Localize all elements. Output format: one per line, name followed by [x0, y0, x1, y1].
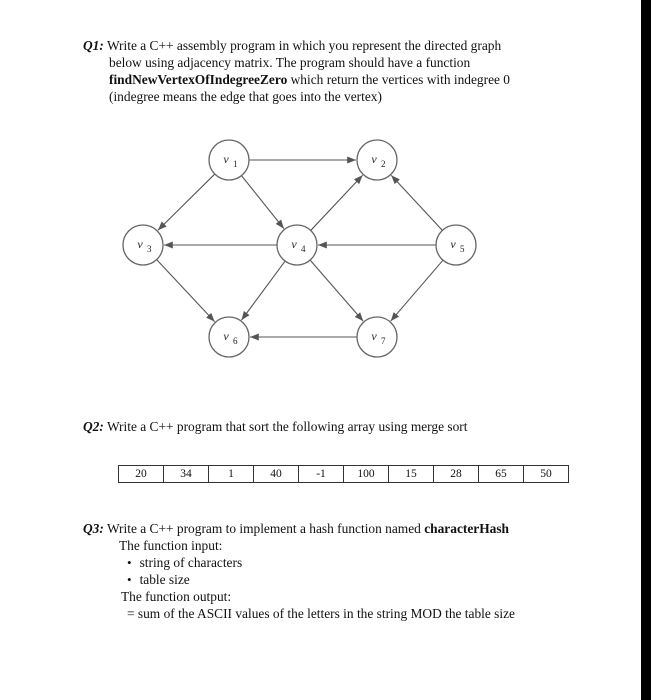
edge-v4-v2 [311, 175, 363, 230]
graph-vertices [123, 140, 476, 357]
edge-v4-v7 [310, 260, 363, 321]
q1-text-line4: (indegree means the edge that goes into the vertex) [109, 89, 382, 104]
array-cell: 65 [479, 466, 524, 483]
edge-v1-v4 [241, 176, 283, 229]
q2-text: Write a C++ program that sort the following array using merge sort [106, 419, 468, 434]
q3-input-heading: The function input: [119, 538, 223, 553]
vertex-subscript: 4 [301, 244, 306, 254]
vertex-circle [209, 317, 249, 357]
vertex-label: v [291, 237, 297, 251]
edge-v3-v6 [157, 260, 215, 322]
array-cell: 34 [164, 466, 209, 483]
q1-text-line1: Write a C++ assembly program in which you represent the directed graph [106, 38, 502, 53]
list-item: • table size [127, 571, 515, 588]
edge-v1-v3 [158, 174, 215, 230]
q1-text-line3: which return the vertices with indegree 0 [290, 72, 511, 87]
array-cell: 100 [344, 466, 389, 483]
vertex-circle [277, 225, 317, 265]
edge-v5-v2 [391, 175, 442, 230]
array-cell: 1 [209, 466, 254, 483]
vertex-label: v [137, 237, 143, 251]
q2-question [83, 418, 467, 435]
array-table [118, 465, 569, 483]
array-cell: 50 [524, 466, 569, 483]
vertex-v1 [209, 140, 249, 180]
q3-function-name: characterHash [424, 521, 510, 536]
array-cell: -1 [299, 466, 344, 483]
q3-input-list [83, 554, 515, 588]
vertex-label: v [371, 152, 377, 166]
q1-function-name: findNewVertexOfIndegreeZero [109, 72, 288, 87]
vertex-v2 [357, 140, 397, 180]
q2-label: Q2: [83, 419, 104, 434]
q1-label: Q1: [83, 38, 104, 53]
vertex-subscript: 7 [381, 336, 386, 346]
list-item: • string of characters [127, 554, 515, 571]
q3-line-1 [83, 520, 515, 537]
array-cell: 40 [254, 466, 299, 483]
vertex-circle [123, 225, 163, 265]
vertex-subscript: 5 [460, 244, 465, 254]
vertex-v7 [357, 317, 397, 357]
vertex-circle [357, 317, 397, 357]
array-row [119, 466, 569, 483]
q1-text-line2: below using adjacency matrix. The program should have a function [109, 55, 471, 70]
vertex-label: v [223, 152, 229, 166]
q3-label: Q3: [83, 521, 104, 536]
vertex-v3 [123, 225, 163, 265]
array-cell: 20 [119, 466, 164, 483]
vertex-v5 [436, 225, 476, 265]
vertex-v6 [209, 317, 249, 357]
vertex-subscript: 1 [233, 159, 238, 169]
vertex-circle [209, 140, 249, 180]
vertex-label: v [371, 329, 377, 343]
vertex-subscript: 2 [381, 159, 386, 169]
q3-output-heading: The function output: [121, 589, 232, 604]
q3-output-text: = sum of the ASCII values of the letters in the string MOD the table size [127, 606, 515, 621]
vertex-label: v [450, 237, 456, 251]
edge-v4-v6 [241, 261, 285, 320]
vertex-subscript: 6 [233, 336, 238, 346]
q3-text: Write a C++ program to implement a hash function named [106, 521, 421, 536]
vertex-circle [436, 225, 476, 265]
vertex-subscript: 3 [147, 244, 152, 254]
array-cell: 15 [389, 466, 434, 483]
vertex-label: v [223, 329, 229, 343]
vertex-v4 [277, 225, 317, 265]
vertex-circle [357, 140, 397, 180]
array-cell: 28 [434, 466, 479, 483]
edge-v5-v7 [391, 260, 443, 321]
q3-question [83, 520, 515, 622]
